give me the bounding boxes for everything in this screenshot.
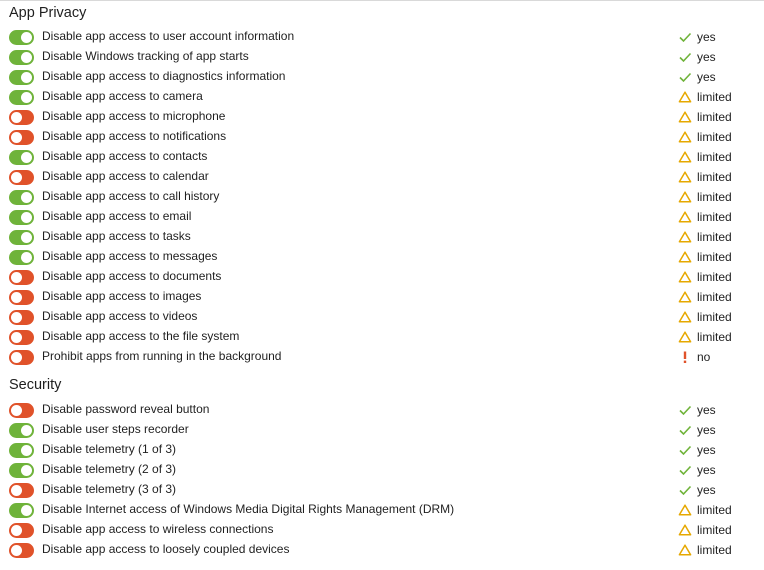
- warning-triangle-icon: [678, 130, 692, 144]
- status-text: limited: [697, 330, 732, 344]
- setting-row: [0, 307, 764, 327]
- setting-row: [0, 187, 764, 207]
- setting-label: Prohibit apps from running in the background: [42, 349, 282, 363]
- toggle-switch[interactable]: [9, 543, 34, 558]
- status-text: limited: [697, 310, 732, 324]
- toggle-switch[interactable]: [9, 210, 34, 225]
- status-text: limited: [697, 90, 732, 104]
- toggle-knob: [11, 525, 22, 536]
- setting-row: [0, 500, 764, 520]
- setting-row: [0, 480, 764, 500]
- setting-row: [0, 327, 764, 347]
- setting-label: Disable app access to user account information: [42, 29, 295, 43]
- setting-label: Disable Internet access of Windows Media Digital Rights Management (DRM): [42, 502, 455, 516]
- toggle-switch[interactable]: [9, 503, 34, 518]
- setting-row: [0, 27, 764, 47]
- toggle-knob: [21, 425, 32, 436]
- status-text: limited: [697, 543, 732, 557]
- status-text: yes: [697, 50, 716, 64]
- setting-row: [0, 167, 764, 187]
- status-text: yes: [697, 443, 716, 457]
- checkmark-icon: [678, 403, 692, 417]
- checkmark-icon: [678, 483, 692, 497]
- setting-row: [0, 227, 764, 247]
- setting-label: Disable app access to loosely coupled devices: [42, 542, 290, 556]
- checkmark-icon: [678, 50, 692, 64]
- status-text: limited: [697, 150, 732, 164]
- setting-label: Disable app access to wireless connections: [42, 522, 274, 536]
- status-text: yes: [697, 483, 716, 497]
- warning-triangle-icon: [678, 210, 692, 224]
- setting-label: Disable app access to documents: [42, 269, 222, 283]
- checkmark-icon: [678, 443, 692, 457]
- setting-label: Disable app access to videos: [42, 309, 198, 323]
- setting-label: Disable app access to contacts: [42, 149, 208, 163]
- toggle-knob: [21, 505, 32, 516]
- toggle-switch[interactable]: [9, 350, 34, 365]
- toggle-knob: [21, 465, 32, 476]
- status-text: yes: [697, 70, 716, 84]
- toggle-switch[interactable]: [9, 170, 34, 185]
- status-text: limited: [697, 270, 732, 284]
- section-title: Security: [9, 377, 62, 393]
- toggle-switch[interactable]: [9, 70, 34, 85]
- status-text: no: [697, 350, 711, 364]
- toggle-knob: [11, 172, 22, 183]
- setting-row: [0, 540, 764, 560]
- checkmark-icon: [678, 30, 692, 44]
- setting-row: [0, 127, 764, 147]
- setting-label: Disable user steps recorder: [42, 422, 189, 436]
- exclamation-icon: [678, 350, 692, 364]
- setting-label: Disable app access to images: [42, 289, 202, 303]
- toggle-switch[interactable]: [9, 190, 34, 205]
- setting-row: [0, 67, 764, 87]
- setting-label: Disable telemetry (3 of 3): [42, 482, 177, 496]
- status-text: yes: [697, 463, 716, 477]
- toggle-knob: [21, 52, 32, 63]
- toggle-knob: [11, 545, 22, 556]
- toggle-knob: [11, 352, 22, 363]
- warning-triangle-icon: [678, 150, 692, 164]
- status-text: limited: [697, 110, 732, 124]
- warning-triangle-icon: [678, 250, 692, 264]
- status-text: limited: [697, 170, 732, 184]
- toggle-switch[interactable]: [9, 130, 34, 145]
- status-text: yes: [697, 403, 716, 417]
- checkmark-icon: [678, 70, 692, 84]
- setting-row: [0, 107, 764, 127]
- toggle-switch[interactable]: [9, 230, 34, 245]
- status-text: limited: [697, 503, 732, 517]
- warning-triangle-icon: [678, 310, 692, 324]
- setting-label: Disable app access to diagnostics information: [42, 69, 286, 83]
- toggle-switch[interactable]: [9, 30, 34, 45]
- warning-triangle-icon: [678, 230, 692, 244]
- status-text: limited: [697, 230, 732, 244]
- toggle-switch[interactable]: [9, 443, 34, 458]
- status-text: yes: [697, 30, 716, 44]
- warning-triangle-icon: [678, 543, 692, 557]
- toggle-switch[interactable]: [9, 403, 34, 418]
- setting-row: [0, 287, 764, 307]
- warning-triangle-icon: [678, 190, 692, 204]
- toggle-knob: [11, 405, 22, 416]
- status-text: limited: [697, 290, 732, 304]
- setting-label: Disable Windows tracking of app starts: [42, 49, 249, 63]
- setting-row: [0, 247, 764, 267]
- toggle-knob: [11, 272, 22, 283]
- toggle-switch[interactable]: [9, 290, 34, 305]
- setting-row: [0, 440, 764, 460]
- setting-row: [0, 47, 764, 67]
- toggle-switch[interactable]: [9, 423, 34, 438]
- top-divider: [0, 0, 764, 1]
- toggle-knob: [21, 72, 32, 83]
- setting-label: Disable app access to camera: [42, 89, 203, 103]
- toggle-switch[interactable]: [9, 310, 34, 325]
- toggle-switch[interactable]: [9, 50, 34, 65]
- setting-label: Disable app access to email: [42, 209, 192, 223]
- setting-row: [0, 520, 764, 540]
- warning-triangle-icon: [678, 170, 692, 184]
- toggle-knob: [21, 92, 32, 103]
- status-text: limited: [697, 190, 732, 204]
- setting-label: Disable app access to the file system: [42, 329, 240, 343]
- setting-label: Disable password reveal button: [42, 402, 210, 416]
- checkmark-icon: [678, 423, 692, 437]
- status-text: yes: [697, 423, 716, 437]
- toggle-switch[interactable]: [9, 523, 34, 538]
- toggle-knob: [21, 232, 32, 243]
- toggle-knob: [21, 192, 32, 203]
- setting-row: [0, 207, 764, 227]
- toggle-knob: [11, 485, 22, 496]
- toggle-switch[interactable]: [9, 90, 34, 105]
- setting-label: Disable app access to calendar: [42, 169, 209, 183]
- setting-row: [0, 460, 764, 480]
- warning-triangle-icon: [678, 110, 692, 124]
- toggle-switch[interactable]: [9, 250, 34, 265]
- warning-triangle-icon: [678, 503, 692, 517]
- setting-row: [0, 147, 764, 167]
- toggle-knob: [11, 292, 22, 303]
- toggle-knob: [11, 132, 22, 143]
- toggle-knob: [11, 312, 22, 323]
- setting-row: [0, 87, 764, 107]
- warning-triangle-icon: [678, 270, 692, 284]
- toggle-knob: [21, 252, 32, 263]
- warning-triangle-icon: [678, 90, 692, 104]
- checkmark-icon: [678, 463, 692, 477]
- toggle-switch[interactable]: [9, 483, 34, 498]
- toggle-knob: [21, 152, 32, 163]
- toggle-switch[interactable]: [9, 330, 34, 345]
- status-text: limited: [697, 523, 732, 537]
- toggle-knob: [21, 32, 32, 43]
- section-title: App Privacy: [9, 5, 87, 21]
- setting-label: Disable app access to microphone: [42, 109, 226, 123]
- status-text: limited: [697, 250, 732, 264]
- toggle-switch[interactable]: [9, 150, 34, 165]
- status-text: limited: [697, 130, 732, 144]
- setting-label: Disable telemetry (2 of 3): [42, 462, 177, 476]
- toggle-switch[interactable]: [9, 110, 34, 125]
- toggle-knob: [21, 212, 32, 223]
- toggle-knob: [11, 112, 22, 123]
- setting-label: Disable app access to messages: [42, 249, 218, 263]
- toggle-switch[interactable]: [9, 270, 34, 285]
- setting-label: Disable app access to notifications: [42, 129, 227, 143]
- warning-triangle-icon: [678, 523, 692, 537]
- toggle-switch[interactable]: [9, 463, 34, 478]
- toggle-knob: [21, 445, 32, 456]
- status-text: limited: [697, 210, 732, 224]
- setting-row: [0, 420, 764, 440]
- setting-label: Disable app access to call history: [42, 189, 220, 203]
- setting-row: [0, 267, 764, 287]
- setting-label: Disable telemetry (1 of 3): [42, 442, 177, 456]
- warning-triangle-icon: [678, 290, 692, 304]
- setting-row: [0, 400, 764, 420]
- setting-row: [0, 347, 764, 367]
- setting-label: Disable app access to tasks: [42, 229, 191, 243]
- toggle-knob: [11, 332, 22, 343]
- warning-triangle-icon: [678, 330, 692, 344]
